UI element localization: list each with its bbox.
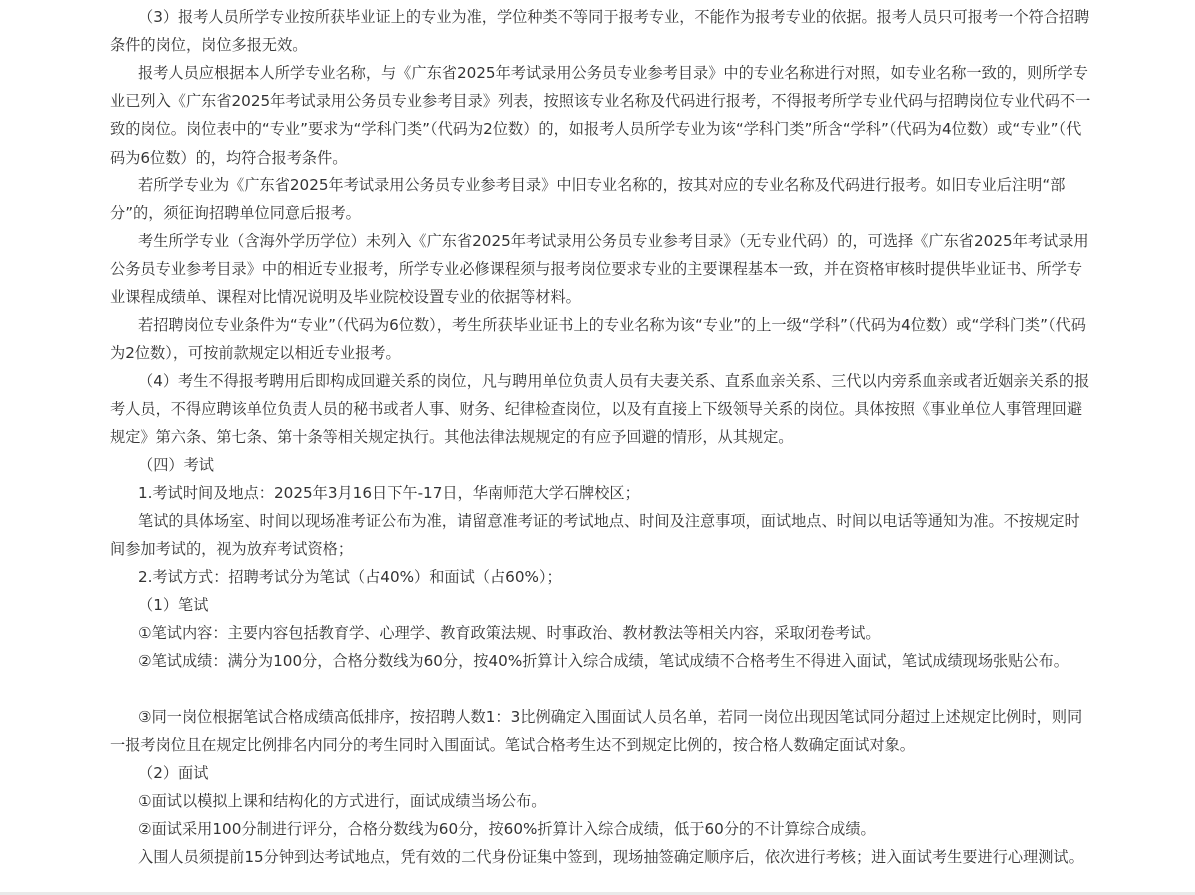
- paragraph-old-major-name: 若所学专业为《广东省2025年考试录用公务员专业参考目录》中旧专业名称的，按其对应的专业名称及代码进行报考。如旧专业后注明“部分”的，须征询招聘单位同意后报考。: [110, 176, 1066, 223]
- paragraph-major-code-level: 若招聘岗位专业条件为“专业”（代码为6位数），考生所获毕业证书上的专业名称为该“专业”的上一级“学科”（代码为4位数）或“学科门类”（代码为2位数），可按前款规定以相近专业报考。: [110, 316, 1086, 363]
- paragraph-checkin-notice: 入围人员须提前15分钟到达考试地点，凭有效的二代身份证集中签到，现场抽签确定顺序后，依次进行考核；进入面试考生要进行心理测试。: [138, 848, 1084, 866]
- subheading-interview: （2）面试: [138, 764, 209, 782]
- paragraph-written-content: ①笔试内容：主要内容包括教育学、心理学、教育政策法规、时事政治、教材教法等相关内容，采取闭卷考试。: [138, 624, 881, 642]
- paragraph-interview-score: ②面试采用100分制进行评分，合格分数线为60分，按60%折算计入综合成绩，低于60分的不计算综合成绩。: [138, 820, 876, 838]
- paragraph-major-catalog-match: 报考人员应根据本人所学专业名称，与《广东省2025年考试录用公务员专业参考目录》中的专业名称进行对照，如专业名称一致的，则所学专业已列入《广东省2025年考试录用公务员专业参考目录》列表，按照该专业名称及代码进行报考，不得报考所学专业代码与招聘岗位专业代码不一致的岗位。岗位表中的“专业”要求为“学科门类”（代码为2位数）的，如报考人员所学专业为该“学科门类”所含“学科”（代码为4位数）或“专业”（代码为6位数）的，均符合报考条件。: [110, 64, 1091, 167]
- paragraph-exam-room-notice: 笔试的具体场室、时间以现场准考证公布为准，请留意准考证的考试地点、时间及注意事项，面试地点、时间以电话等通知为准。不按规定时间参加考试的，视为放弃考试资格；: [110, 512, 1080, 559]
- section-heading-exam: （四）考试: [138, 456, 214, 474]
- paragraph-exam-time-location: 1.考试时间及地点：2025年3月16日下午-17日，华南师范大学石牌校区；: [138, 484, 640, 502]
- paragraph-unlisted-major: 考生所学专业（含海外学历学位）未列入《广东省2025年考试录用公务员专业参考目录》（无专业代码）的，可选择《广东省2025年考试录用公务员专业参考目录》中的相近专业报考，所学专业必修课程须与报考岗位要求专业的主要课程基本一致，并在资格审核时提供毕业证书、所学专业课程成绩单、课程对比情况说明及毕业院校设置专业的依据等材料。: [110, 232, 1089, 307]
- paragraph-interview-method: ①面试以模拟上课和结构化的方式进行，面试成绩当场公布。: [138, 792, 547, 810]
- paragraph-avoidance-rule: （4）考生不得报考聘用后即构成回避关系的岗位，凡与聘用单位负责人员有夫妻关系、直系血亲关系、三代以内旁系血亲或者近姻亲关系的报考人员，不得应聘该单位负责人员的秘书或者人事、财务、纪律检查岗位，以及有直接上下级领导关系的岗位。具体按照《事业单位人事管理回避规定》第六条、第七条、第十条等相关规定执行。其他法律法规规定的有应予回避的情形，从其规定。: [110, 372, 1090, 447]
- paragraph-exam-method: 2.考试方式：招聘考试分为笔试（占40%）和面试（占60%）；: [138, 568, 562, 586]
- paragraph-qualification-major-rule: （3）报考人员所学专业按所获毕业证上的专业为准，学位种类不等同于报考专业，不能作为报考专业的依据。报考人员只可报考一个符合招聘条件的岗位，岗位多报无效。: [110, 8, 1090, 55]
- subheading-written-exam: （1）笔试: [138, 596, 209, 614]
- paragraph-written-score: ②笔试成绩：满分为100分，合格分数线为60分，按40%折算计入综合成绩，笔试成绩不合格考生不得进入面试，笔试成绩现场张贴公布。: [138, 652, 1069, 670]
- paragraph-written-ranking: ③同一岗位根据笔试合格成绩高低排序，按招聘人数1：3比例确定入围面试人员名单，若同一岗位出现因笔试同分超过上述规定比例时，则同一报考岗位且在规定比例排名内同分的考生同时入围面试。笔试合格考生达不到规定比例的，按合格人数确定面试对象。: [110, 708, 1083, 755]
